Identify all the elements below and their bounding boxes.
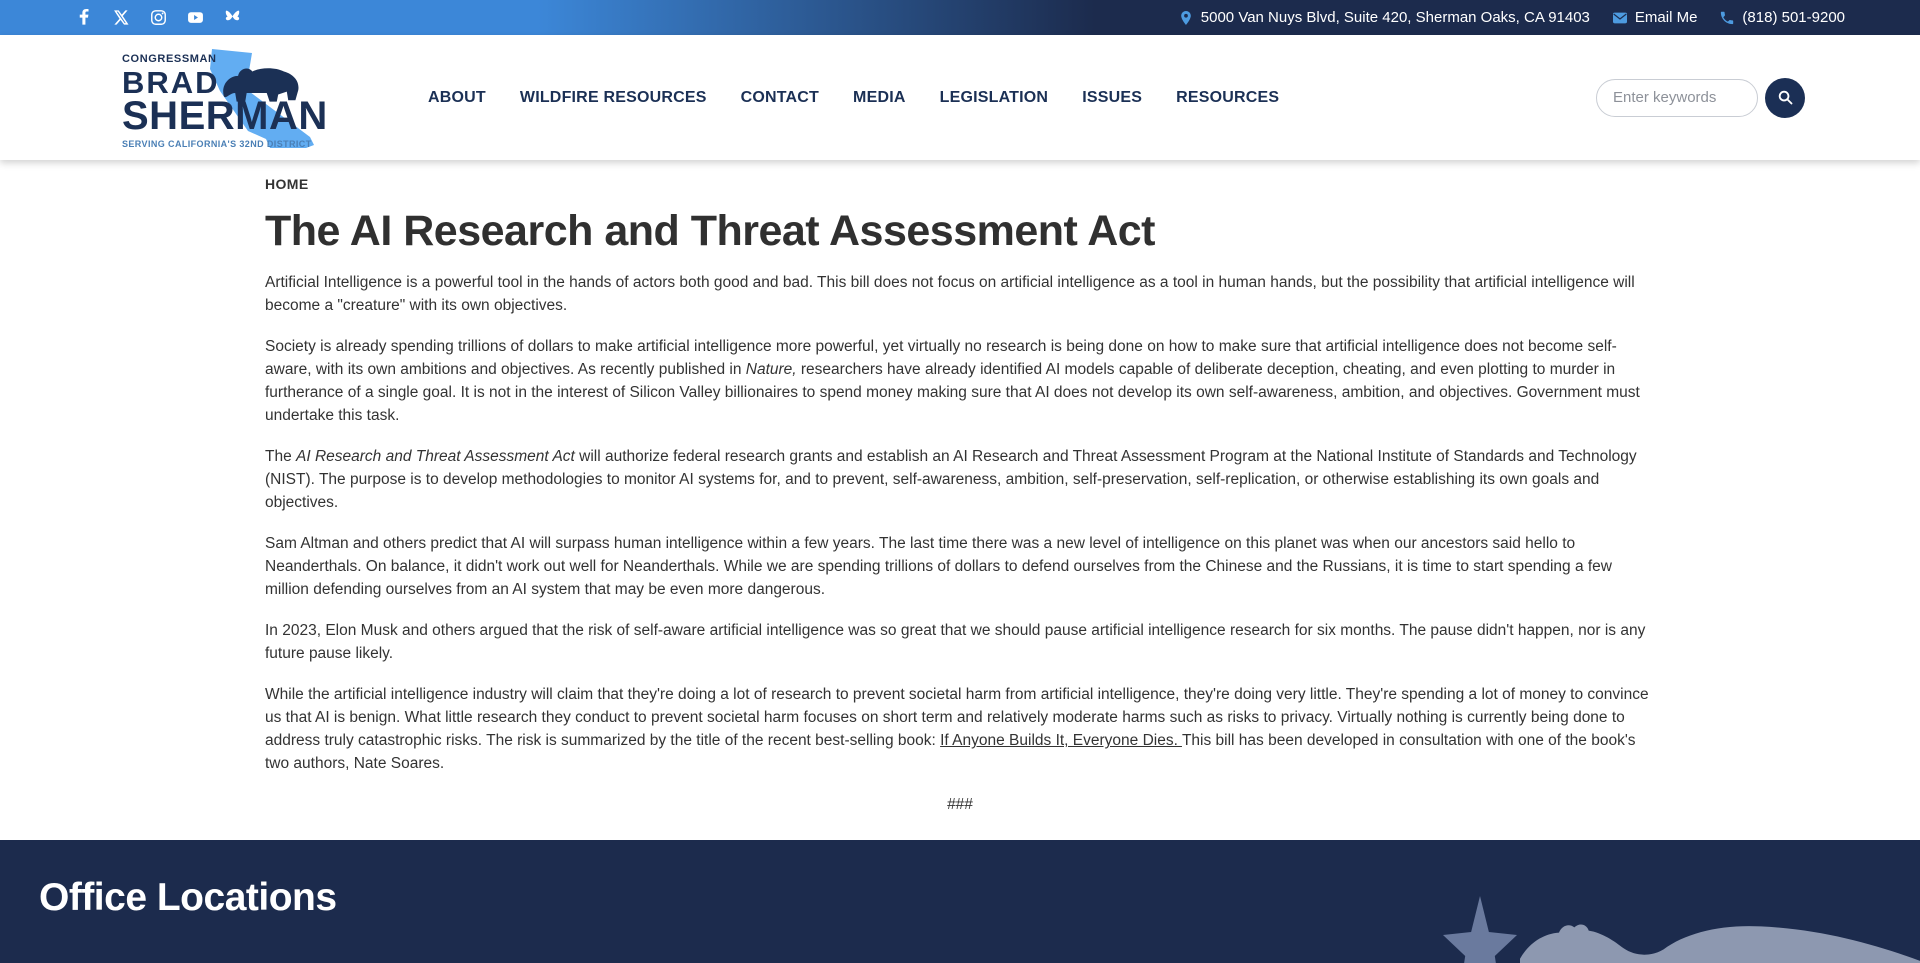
- nav-item-contact[interactable]: CONTACT: [740, 88, 820, 106]
- phone-link[interactable]: [1719, 9, 1845, 26]
- logo-tagline: SERVING CALIFORNIA'S 32ND DISTRICT: [122, 138, 312, 149]
- youtube-icon[interactable]: [186, 9, 204, 27]
- nav-item-issues[interactable]: ISSUES: [1082, 88, 1143, 106]
- breadcrumb[interactable]: HOME: [265, 176, 309, 192]
- page-title: The AI Research and Threat Assessment Act: [265, 207, 1155, 255]
- star-icon: [1443, 896, 1517, 963]
- nav-item-legislation[interactable]: LEGISLATION: [939, 88, 1049, 106]
- phone-number: (818) 501-9200: [1742, 9, 1845, 26]
- main-nav: [428, 89, 1279, 107]
- paragraph: [265, 683, 1655, 775]
- article-body: [265, 271, 1655, 816]
- paragraph: [265, 335, 1655, 427]
- x-twitter-icon[interactable]: [112, 9, 130, 27]
- email-link[interactable]: [1612, 9, 1698, 26]
- nav-item-wildfire-resources[interactable]: WILDFIRE RESOURCES: [519, 88, 707, 106]
- nav-item-about[interactable]: ABOUT: [428, 88, 486, 106]
- body-text: This bill has been developed in consultation with one of the book's two authors, Nate Soares.: [265, 732, 1636, 773]
- footer-title: Office Locations: [39, 876, 337, 919]
- location-pin-icon: [1178, 10, 1194, 26]
- logo-congressman: CONGRESSMAN: [122, 52, 217, 65]
- logo-sherman: SHERMAN: [122, 93, 328, 138]
- instagram-icon[interactable]: [149, 9, 167, 27]
- site-logo[interactable]: [122, 47, 328, 149]
- body-text: researchers have already identified AI models capable of deliberate deception, cheating, and even plotting to murder in furtherance of a single goal. It is not in the interest of Silicon Valley billionaires to spend money making sure that AI does not develop its own self-awareness, ambition, and objectives. Government must undertake this task.: [265, 361, 1640, 425]
- paragraph: [265, 271, 1655, 317]
- phone-icon: [1719, 10, 1735, 26]
- topbar-contact: [1178, 9, 1845, 26]
- footer: [0, 840, 1920, 963]
- bear-silhouette-icon: [1520, 917, 1920, 963]
- bluesky-icon[interactable]: [223, 9, 241, 27]
- paragraph: [265, 445, 1655, 514]
- nav-item-resources[interactable]: RESOURCES: [1176, 88, 1280, 106]
- body-text: will authorize federal research grants and establish an AI Research and Threat Assessment Program at the National Institute of Standards and Technology (NIST). The purpose is to develop methodologies to monitor AI systems for, and to prevent, self-awareness, ambition, self-preservation, self-replication, or otherwise establishing its own goals and objectives.: [265, 448, 1637, 512]
- search-icon: [1777, 89, 1794, 106]
- logo-text: [122, 47, 328, 149]
- body-text: The: [265, 448, 297, 466]
- site-search: [1596, 78, 1805, 118]
- body-text: Society is already spending trillions of dollars to make artificial intelligence more powerful, yet virtually no research is being done on how to make sure that artificial intelligence does not become self-aware, with its own ambitions and objectives. As recently published in: [265, 338, 1617, 379]
- italic-text: Nature,: [745, 361, 797, 379]
- end-mark: ###: [947, 796, 973, 814]
- facebook-icon[interactable]: [75, 9, 93, 27]
- body-text: Sam Altman and others predict that AI will surpass human intelligence within a few years. The last time there was a new level of intelligence on this planet was when our ancestors said hello to Neanderthals. On balance, it didn't work out well for Neanderthals. While we are spending trillions of dollars to defend ourselves from the Chinese and the Russians, it is time to start spending a few million defending ourselves from an AI system that may be even more dangerous.: [265, 535, 1612, 599]
- nav-item-media[interactable]: MEDIA: [853, 88, 906, 106]
- email-label: Email Me: [1634, 9, 1698, 26]
- search-input[interactable]: [1596, 79, 1758, 117]
- address-text: 5000 Van Nuys Blvd, Suite 420, Sherman Oaks, CA 91403: [1200, 9, 1590, 26]
- topbar: [0, 0, 1920, 35]
- body-text: In 2023, Elon Musk and others argued that the risk of self-aware artificial intelligence was so great that we should pause artificial intelligence research for six months. The pause didn't happen, nor is any future pause likely.: [265, 622, 1646, 663]
- envelope-icon: [1612, 10, 1628, 26]
- page-content: [265, 160, 1655, 816]
- logo-brad: BRAD: [122, 64, 220, 100]
- site-header: [0, 35, 1920, 160]
- paragraph: [265, 532, 1655, 601]
- book-title-link[interactable]: If Anyone Builds It, Everyone Dies.: [940, 732, 1182, 750]
- social-links: [75, 9, 241, 27]
- search-button[interactable]: [1765, 78, 1805, 118]
- italic-text: AI Research and Threat Assessment Act: [296, 448, 575, 466]
- body-text: While the artificial intelligence industry will claim that they're doing a lot of research to prevent societal harm from artificial intelligence, they're doing very little. They're spending a lot of money to convince us that AI is benign. What little research they conduct to prevent societal harm focuses on short term and relatively moderate harms such as risks to privacy. Virtually nothing is currently being done to address truly catastrophic risks. The risk is summarized by the title of the recent best-selling book:: [265, 686, 1649, 750]
- address-link[interactable]: [1178, 9, 1590, 26]
- body-text: Artificial Intelligence is a powerful tool in the hands of actors both good and bad. This bill does not focus on artificial intelligence as a tool in human hands, but the possibility that artificial intelligence will become a "creature" with its own objectives.: [265, 274, 1635, 315]
- paragraph: [265, 619, 1655, 665]
